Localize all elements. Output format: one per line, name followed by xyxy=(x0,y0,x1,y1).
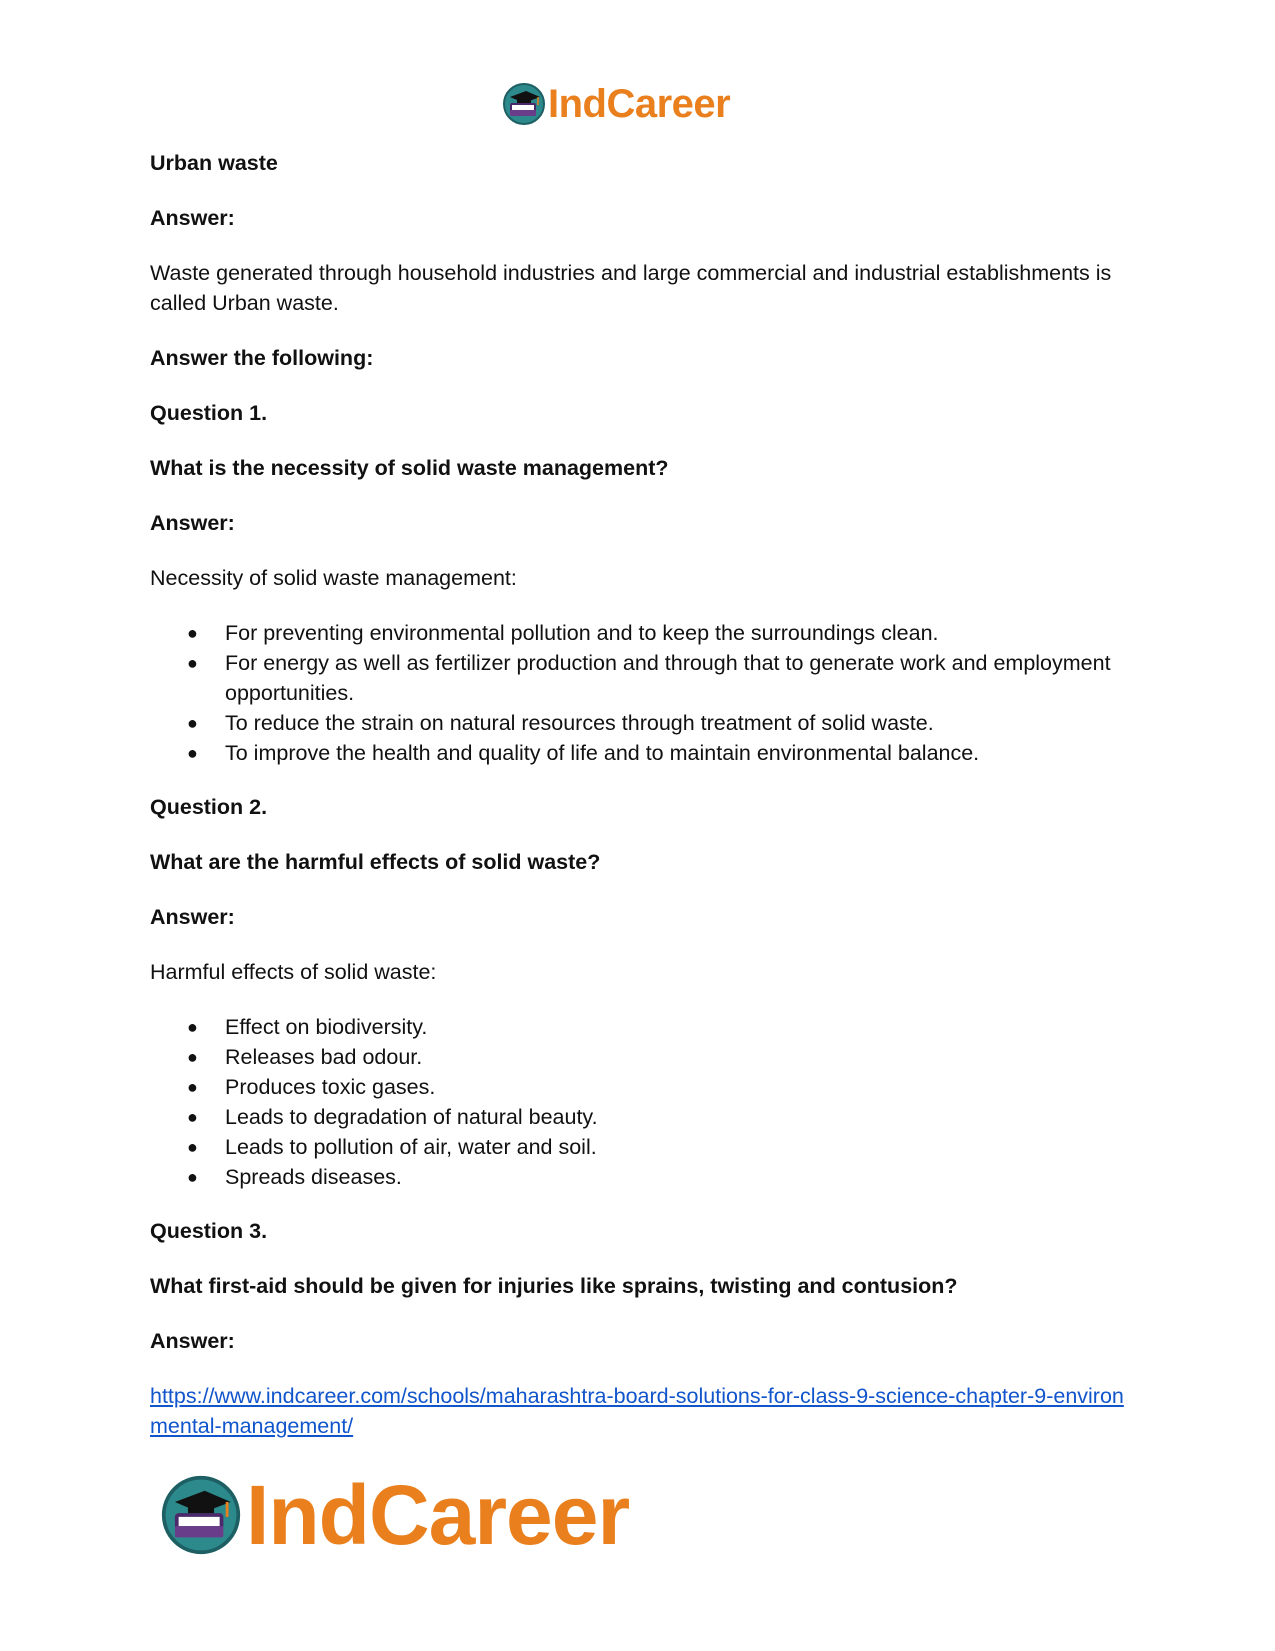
graduation-book-globe-icon xyxy=(160,1474,242,1556)
question-1-bullet-list xyxy=(150,618,1140,768)
list-item: ● For energy as well as fertilizer production and through that to generate work and employment opportunities. xyxy=(225,648,1140,708)
question-3-text: What first-aid should be given for injuries like sprains, twisting and contusion? xyxy=(150,1274,958,1298)
list-item: ● To improve the health and quality of life and to maintain environmental balance. xyxy=(225,738,1140,768)
list-item: ● Leads to pollution of air, water and soil. xyxy=(225,1132,1140,1162)
logo-text: IndCareer xyxy=(246,1467,630,1562)
answer-label: Answer: xyxy=(150,206,235,230)
bullet-icon: ● xyxy=(187,1107,198,1127)
footer-logo xyxy=(160,1467,630,1562)
list-item: ● Leads to degradation of natural beauty. xyxy=(225,1102,1140,1132)
question-1-intro: Necessity of solid waste management: xyxy=(150,566,517,590)
question-2-label: Question 2. xyxy=(150,795,268,819)
question-3-label: Question 3. xyxy=(150,1219,268,1243)
source-link[interactable]: https://www.indcareer.com/schools/maharashtra-board-solutions-for-class-9-science-chapter-9-environmental-management/ xyxy=(150,1384,1124,1438)
answer-label: Answer: xyxy=(150,511,235,535)
list-item: ● Spreads diseases. xyxy=(225,1162,1140,1192)
graduation-book-globe-icon xyxy=(502,82,546,126)
bullet-icon: ● xyxy=(187,653,198,673)
bullet-icon: ● xyxy=(187,623,198,643)
bullet-icon: ● xyxy=(187,1137,198,1157)
list-item: ● To reduce the strain on natural resources through treatment of solid waste. xyxy=(225,708,1140,738)
question-2-bullet-list xyxy=(150,1012,1140,1192)
urban-waste-answer: Waste generated through household industries and large commercial and industrial establishments is called Urban waste. xyxy=(150,261,1112,315)
question-1-label: Question 1. xyxy=(150,401,268,425)
bullet-icon: ● xyxy=(187,743,198,763)
answer-label: Answer: xyxy=(150,1329,235,1353)
question-1-text: What is the necessity of solid waste management? xyxy=(150,456,669,480)
question-2-intro: Harmful effects of solid waste: xyxy=(150,960,437,984)
document-body xyxy=(150,148,1140,1441)
bullet-icon: ● xyxy=(187,1047,198,1067)
bullet-icon: ● xyxy=(187,1077,198,1097)
answer-following-heading: Answer the following: xyxy=(150,346,374,370)
list-item: ● Produces toxic gases. xyxy=(225,1072,1140,1102)
header-logo xyxy=(502,80,730,128)
bullet-icon: ● xyxy=(187,1017,198,1037)
answer-label: Answer: xyxy=(150,905,235,929)
question-2-text: What are the harmful effects of solid waste? xyxy=(150,850,601,874)
list-item: ● For preventing environmental pollution and to keep the surroundings clean. xyxy=(225,618,1140,648)
urban-waste-heading: Urban waste xyxy=(150,151,278,175)
bullet-icon: ● xyxy=(187,1167,198,1187)
bullet-icon: ● xyxy=(187,713,198,733)
list-item: ● Effect on biodiversity. xyxy=(225,1012,1140,1042)
logo-text: IndCareer xyxy=(548,81,731,126)
list-item: ● Releases bad odour. xyxy=(225,1042,1140,1072)
